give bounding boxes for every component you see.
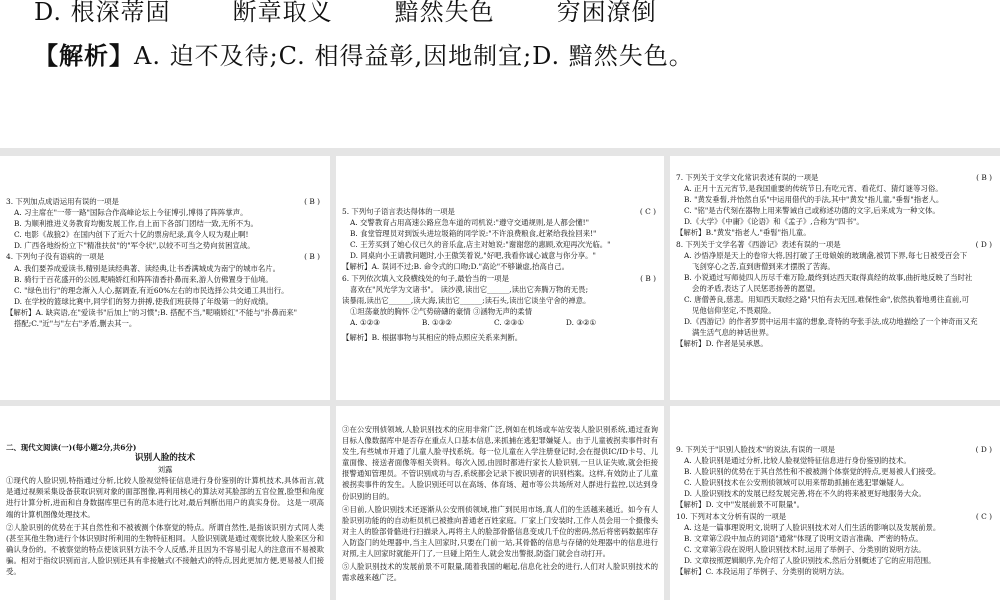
question-3 — [6, 196, 324, 207]
question-8-stem: 8. 下列关于文学名著《西游记》表述有误的一项是 — [676, 239, 841, 249]
q10-option-d: D. 文章按照逻辑顺序,先介绍了人脸识别技术,然后分别概述了它的应用范围。 — [684, 555, 936, 565]
question-panel-3 — [670, 156, 1000, 400]
q8-option-d-cont: 满生活气息的神话世界。 — [692, 328, 774, 338]
article-paragraph-5: ⑤人脸识别技术的发展前景不可限量,随着我国的崛起,信息化社会的进行,人们对人脸识别技术的需求越来越广泛。 — [342, 562, 658, 583]
q7-option-b: B. "黄发垂髫,并怡然自乐"中运用借代的手法,其中"黄发"指儿童,"垂髫"指老人。 — [684, 195, 944, 205]
q9-option-a: A. 人脸识别是通过分析,比较人脸视觉特征信息进行身份鉴别的技术。 — [684, 456, 911, 466]
question-10 — [676, 511, 996, 522]
option-word-4: 穷困潦倒 — [556, 0, 657, 26]
question-4 — [6, 251, 324, 262]
q6-choices — [342, 317, 660, 328]
q5-option-b: B. 食堂管理员对到饭头进垃圾箱的同学说:"不许浪费粮食,赶紧给我捡回来!" — [350, 229, 597, 239]
question-10-answer: ( C ) — [975, 511, 992, 521]
question-panel-2 — [336, 156, 664, 400]
q4-option-a: A. 我们要养成爱读书,精别是读经典著、读经典,让书香满城成为南宁的城市名片。 — [14, 263, 281, 273]
article-paragraph-4: ④目前,人脸识别技术还逐渐从公安刑侦领域,推广到民用市场,真人们的生活越来越近。如今有人脸识别功能的的自动柜员机已被推向普通老百姓家庭。厂家上门安装时,工作人员会用一个摄像头对主人的脸部骨骼进行扫描录入,再将主人的脸部骨骼信息变成几千位的密码,然后将密码数据库存入防盗门的处理器中,当主人回家时,只要在门前一站,其骨骼的信息与存储的处理器中的信息进行对照,主人回家时就能开门了,一旦碰上陌生人,就会发出警报,防盗门就会自动打开。 — [342, 504, 658, 559]
q6-choice-d: D. ③②① — [565, 317, 597, 327]
question-3-stem: 3. 下列加点成语运用有误的一项是 — [6, 197, 119, 206]
q9-option-d: D. 人脸识别技术的发展已经发展完善,将在不久的将来被更好地服务大众。 — [684, 489, 926, 499]
top-section — [0, 0, 1000, 148]
question-10-stem: 10. 下列对本文分析有误的一项是 — [676, 511, 787, 521]
section-heading: 二、现代文阅读(一)(每小题2分,共6分) — [6, 443, 137, 452]
q4-option-c: C. "绿色出行"的理念渐入人心,据调查,有近60%左右的市民选择公共交通工具出行。 — [14, 285, 289, 295]
article-paragraph-3: ③在公安刑侦领域,人脸识别技术的应用非常广泛,例如在机场或车站安装人脸识别系统,通过查询目标人像数据库中是否存在重点人口基本信息,来抓捕在逃犯罪嫌疑人。由于儿童被拐卖事件时有发生,有些城市开通了儿童人脸寻找系统。每一位儿童在入学注册登记时,会在提供IC/ID卡号、儿童面像、接送者面像等相关资料。每次入园,由园时都进行家长人脸识别,一旦认证失败,就会拒接报警通知管理员。不管识别成功与否,系统都会记录下被识别者的识别档案。这样,有效防止了儿童被拐卖事件的发生。人脸识别还可以在高场、体育场、超市等公共场所对人群进行监控,以达到身份识别的目的。 — [342, 425, 658, 501]
article-author: 刘露 — [157, 465, 173, 475]
question-5 — [342, 206, 660, 217]
q3-option-d: D. 广西各地纷纷立下"精准扶贫"的"军令状",以较不可当之势向贫困宣战。 — [14, 241, 255, 251]
reading-panel-1 — [0, 406, 330, 600]
option-word-2: 断章取义 — [232, 0, 333, 26]
analysis-tag: 【解析】 — [34, 41, 134, 70]
q5-analysis: 【解析】A. 误词不过;B. 命令式的口吻;D."高论"不够谦虚,抬高自己。 — [342, 262, 570, 272]
question-5-stem: 5. 下列句子语言表达得体的一项是 — [342, 207, 455, 216]
article-paragraph-2: ②人脸识别的优势在于其自然性和不被被测个体察觉的特点。所谓自然性,是指该识别方式同人类(甚至其他生物)进行个体识别时所利用的生物特征相同。人脸识别就是通过观察比较人脸来区分和确认身份的。不被察觉的特点使该识别方法不令人反感,并且因为不容易引起人的注意而不易被欺骗。相对于指纹识别而言,人脸识别还具有非接触式(不接触式)的特点,因此更加方便,更易被人们接受。 — [6, 522, 324, 577]
q6-passage-line-1: 喜欢在"风光学为文诸书"。 读沙漠,读出它______,读出它奔腾万物的无畏; — [350, 284, 589, 294]
q8-option-a-cont: 飞剑穿心之苦,直到唐僧到来才摆脱了苦海。 — [692, 261, 835, 271]
q6-options-line: ①坦荡豪放的胸怀 ②气势磅礴的豪情 ③涵物无声的柔情 — [350, 306, 533, 316]
q10-analysis: 【解析】C. 本段运用了举例子、分类别的说明方法。 — [676, 567, 849, 577]
question-9 — [676, 444, 996, 455]
article-title: 识别人脸的技术 — [134, 453, 196, 464]
q3-option-b: B. 为顺利推进义务教育均衡发展工作,自上而下各部门团结一致,无所不为。 — [14, 219, 258, 229]
question-8-answer: ( D ) — [975, 239, 992, 249]
q6-choice-b: B. ①③② — [421, 317, 452, 327]
question-6-stem: 6. 下列依次填入文段横线处的句子,最恰当的一项是 — [342, 273, 509, 283]
q8-option-b: B. 小说通过写师徒四人历尽千难万险,最终到达西天取得真经的故事,曲折地反映了当时社 — [684, 272, 973, 282]
question-6 — [342, 273, 660, 284]
q4-analysis-line-1: 【解析】A. 缺宾语,在"爱读书"后加上"的习惯";B. 搭配不当,"呢喃娇红"不能与"扑鼻而来" — [6, 307, 298, 317]
q8-option-a: A. 沙悟净原是天上的卷帘大将,因打破了王母娘娘的玻璃盏,被罚下界,每七日被受百会下 — [684, 250, 968, 260]
q8-option-c-cont: 见他信仰坚定,不畏艰险。 — [692, 306, 776, 316]
question-5-answer: ( C ) — [639, 207, 656, 216]
question-7 — [676, 172, 996, 183]
q7-option-c: C. "铭"是古代刻在器物上用来警诫自己或称述功德的文字,后来成为一种文体。 — [684, 206, 940, 216]
question-6-answer: ( B ) — [640, 273, 656, 283]
q7-option-a: A. 正月十五元宵节,是我国重要的传统节日,有吃元宵、看花灯、猜灯谜等习俗。 — [684, 184, 943, 194]
q8-option-b-cont: 会的矛盾,表达了人民惩恶扬善的愿望。 — [692, 283, 820, 293]
q6-choice-a: A. ①②③ — [350, 317, 380, 327]
question-3-answer: ( B ) — [304, 197, 320, 206]
q10-option-a: A. 这是一篇事理说明文,说明了人脸识别技术对人们生活的影响以及发展前景。 — [684, 522, 941, 532]
q4-option-d: D. 在学校的篮球比赛中,同学们的努力拼搏,使我们班获得了年级第一的好成绩。 — [14, 296, 273, 306]
q7-analysis: 【解析】B."黄发"指老人,"垂髫"指儿童。 — [676, 228, 811, 238]
q5-option-d: D. 同桌向小王请教问题时,小王傲笑着说,"好吧,我看你诚心诚意与你分享。" — [350, 251, 596, 261]
q3-option-c: C. 电影《战狼2》在国内创下了近六十亿的票房纪录,真令人叹为观止啊! — [14, 230, 249, 240]
q6-analysis: 【解析】B. 根据事物与其相应的特点照应关系来判断。 — [342, 333, 523, 343]
q9-analysis: 【解析】D. 文中"发展前景不可限量"。 — [676, 500, 805, 510]
question-panel-4 — [670, 406, 1000, 600]
reading-panel-2 — [336, 406, 664, 600]
q4-analysis-line-2: 搭配;C."近"与"左右"矛盾,删去其一。 — [14, 319, 137, 329]
question-9-answer: ( D ) — [975, 445, 992, 454]
q4-option-b: B. 骑行于百花盛开的公园,呢喃娇红和阵阵清香扑鼻而来,游人仿佛置身于仙境。 — [14, 274, 273, 284]
analysis-text: A. 迫不及待;C. 相得益彰,因地制宜;D. 黯然失色。 — [134, 42, 694, 70]
q7-option-d: D.《大学》《中庸》《论语》和《孟子》,合称为"四书"。 — [684, 217, 864, 227]
question-7-stem: 7. 下列关于文学文化常识表述有误的一项是 — [676, 173, 819, 182]
q8-option-c: C. 唐僧善良,慈悲。用知西天取经之路"只怕有去无回,难保性命",依然执着地勇往直前,可 — [684, 295, 969, 305]
q5-option-c: C. 王芳买到了她心仪已久的音乐盒,店主对她说:"谢谢您的惠顾,欢迎再次光临。" — [350, 240, 611, 250]
article-paragraph-1: ①现代的人脸识别,特指通过分析,比较人脸视觉特征信息进行身份鉴别的计算机技术,具体而言,就是通过视频采集设备获取识别对象的面部图像,再利用核心的算法对其脸部的五官位置,脸型和角度进行计算分析,进而和自身数据库里已有的范本进行比对,最后判断出用户的真实身份。 这是一项高端的计算机图像处理技术。 — [6, 476, 324, 519]
option-d: D. 根深蒂固 — [34, 0, 171, 26]
q8-option-d: D.《西游记》的作者罗贯中运用丰富的想象,奇特的夸张手法,成功地描绘了一个神奇而又充 — [684, 317, 978, 327]
question-7-answer: ( B ) — [976, 173, 992, 182]
question-panel-1 — [0, 156, 330, 400]
question-4-stem: 4. 下列句子没有语病的一项是 — [6, 252, 105, 262]
question-4-answer: ( B ) — [304, 252, 320, 262]
analysis-line — [34, 36, 694, 71]
q10-option-c: C. 文章第③段在说明人脸识别技术时,运用了举例子、分类别的说明方法。 — [684, 544, 926, 554]
question-8 — [676, 239, 996, 250]
q10-option-b: B. 文章第②段中加点的词语"通常"体现了说明文语言准确、严密的特点。 — [684, 533, 923, 543]
q9-option-b: B. 人脸识别的优势在于其自然性和不被被测个体察觉的特点,更易被人们接受。 — [684, 467, 941, 477]
q9-option-c: C. 人脸识别技术在公安刑侦领域可以用来帮助抓捕在逃犯罪嫌疑人。 — [684, 478, 909, 488]
q5-option-a: A. 交警教育占用高速公路应急车道的司机说:"遵守交通规则,是人都会懂!" — [350, 218, 589, 228]
q3-option-a: A. 习主席在"一带一路"国际合作高峰论坛上今征博引,博得了阵阵掌声。 — [14, 208, 248, 218]
q6-passage-line-2: 读暴雨,读出它______,读大海,读出它______;读石头,读出它谈坐守舍的禅意。 — [342, 295, 591, 305]
option-word-3: 黯然失色 — [394, 0, 495, 26]
question-9-stem: 9. 下列关于"识别人脸技术"的说法,有误的一项是 — [676, 445, 835, 454]
option-d-line — [34, 0, 719, 27]
q6-choice-c: C. ②③① — [493, 317, 524, 327]
q8-analysis: 【解析】D. 作者是吴承恩。 — [676, 339, 768, 349]
